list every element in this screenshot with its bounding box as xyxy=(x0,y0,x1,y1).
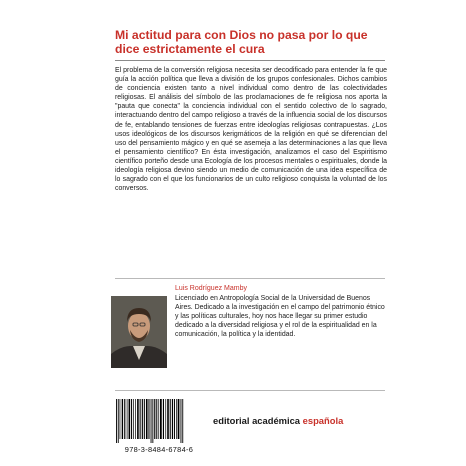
barcode-bar xyxy=(122,399,123,439)
barcode-bar xyxy=(167,399,169,439)
publisher-name xyxy=(213,415,393,426)
divider-top xyxy=(115,60,385,61)
barcode-bars xyxy=(113,398,203,444)
barcode-bar xyxy=(116,399,117,443)
barcode-image xyxy=(113,398,203,452)
author-name: Luis Rodríguez Mamby xyxy=(175,285,247,292)
barcode-bar xyxy=(174,399,175,439)
barcode-bar xyxy=(165,399,166,439)
barcode-bar xyxy=(158,399,159,439)
barcode-bar xyxy=(129,399,131,439)
barcode-bar xyxy=(182,399,183,443)
barcode-bar xyxy=(152,399,153,443)
book-title: Mi actitud para con Dios no pasa por lo que dice estrictamente el cura xyxy=(115,28,368,56)
barcode-bar xyxy=(154,399,155,439)
barcode-bar xyxy=(127,399,128,439)
publisher-name-main: editorial académica xyxy=(213,415,303,426)
divider-bottom xyxy=(115,390,385,391)
barcode-bar xyxy=(178,399,180,439)
barcode-bar xyxy=(124,399,125,439)
barcode-bar xyxy=(160,399,162,439)
barcode-bar xyxy=(172,399,173,439)
barcode-bar xyxy=(140,399,141,439)
divider-middle xyxy=(115,278,385,279)
barcode-bar xyxy=(142,399,143,439)
barcode-bar xyxy=(176,399,177,439)
author-bio: Licenciado en Antropología Social de la Universidad de Buenos Aires. Dedicado a la investigación en el campo del patrimonio étnico y las políticas culturales, hoy nos hace llegar su primer estudio dedicado a la diversidad religiosa y el rol de la espiritualidad en la comunicación, la política y la identidad. xyxy=(175,295,385,339)
publisher-name-accent: española xyxy=(302,415,344,426)
barcode-bar xyxy=(163,399,164,439)
author-portrait-image xyxy=(111,296,167,368)
barcode-bar xyxy=(156,399,157,439)
back-cover xyxy=(95,20,395,456)
barcode-bar xyxy=(120,399,121,439)
barcode-bar xyxy=(170,399,171,439)
barcode-bar xyxy=(135,399,136,439)
barcode-bar xyxy=(118,399,119,443)
barcode-bar xyxy=(133,399,134,439)
barcode-bar xyxy=(131,399,132,439)
barcode-bar xyxy=(151,399,152,443)
barcode-bar xyxy=(146,399,148,439)
barcode-bar xyxy=(137,399,139,439)
author-photo xyxy=(111,296,167,368)
book-description: El problema de la conversión religiosa necesita ser decodificado para entender la fe que guía la acción política que lleva a división de los grupos confesionales. Dichos cambios de conciencia existen tanto a nivel individual como dentro de las colectividades religiosas. El análisis del símbolo de las proclamaciones de fe religiosa nos aporta la "pauta que conecta" la conciencia individual con el sentido colectivo de lo sagrado, interactuando dentro del campo religioso a través de la influencia social de los discursos de fe, entablando tensiones de fuerzas entre ideologías religiosas contrapuestas. ¿Los usos ideológicos de los discursos kerigmáticos de la religión en qué se diferencian del uso del pensamiento mágico y en qué se asemeja a las determinaciones a las que lleva el pensamiento científico? En ésta investigación, analizamos el caso del Espiritismo científico porteño desde una Ecología de los procesos mentales o espirituales, donde la ideología religiosa devino siendo un medio de comunicación de una idea específica de lo sagrado con el que los funcionarios de un culto religioso conquista la voluntad de los conversos. xyxy=(115,67,387,193)
isbn-number: 978-3-8484-6784-6 xyxy=(124,445,194,454)
barcode-bar xyxy=(148,399,149,439)
barcode-bar xyxy=(144,399,145,439)
barcode-bar xyxy=(181,399,182,443)
